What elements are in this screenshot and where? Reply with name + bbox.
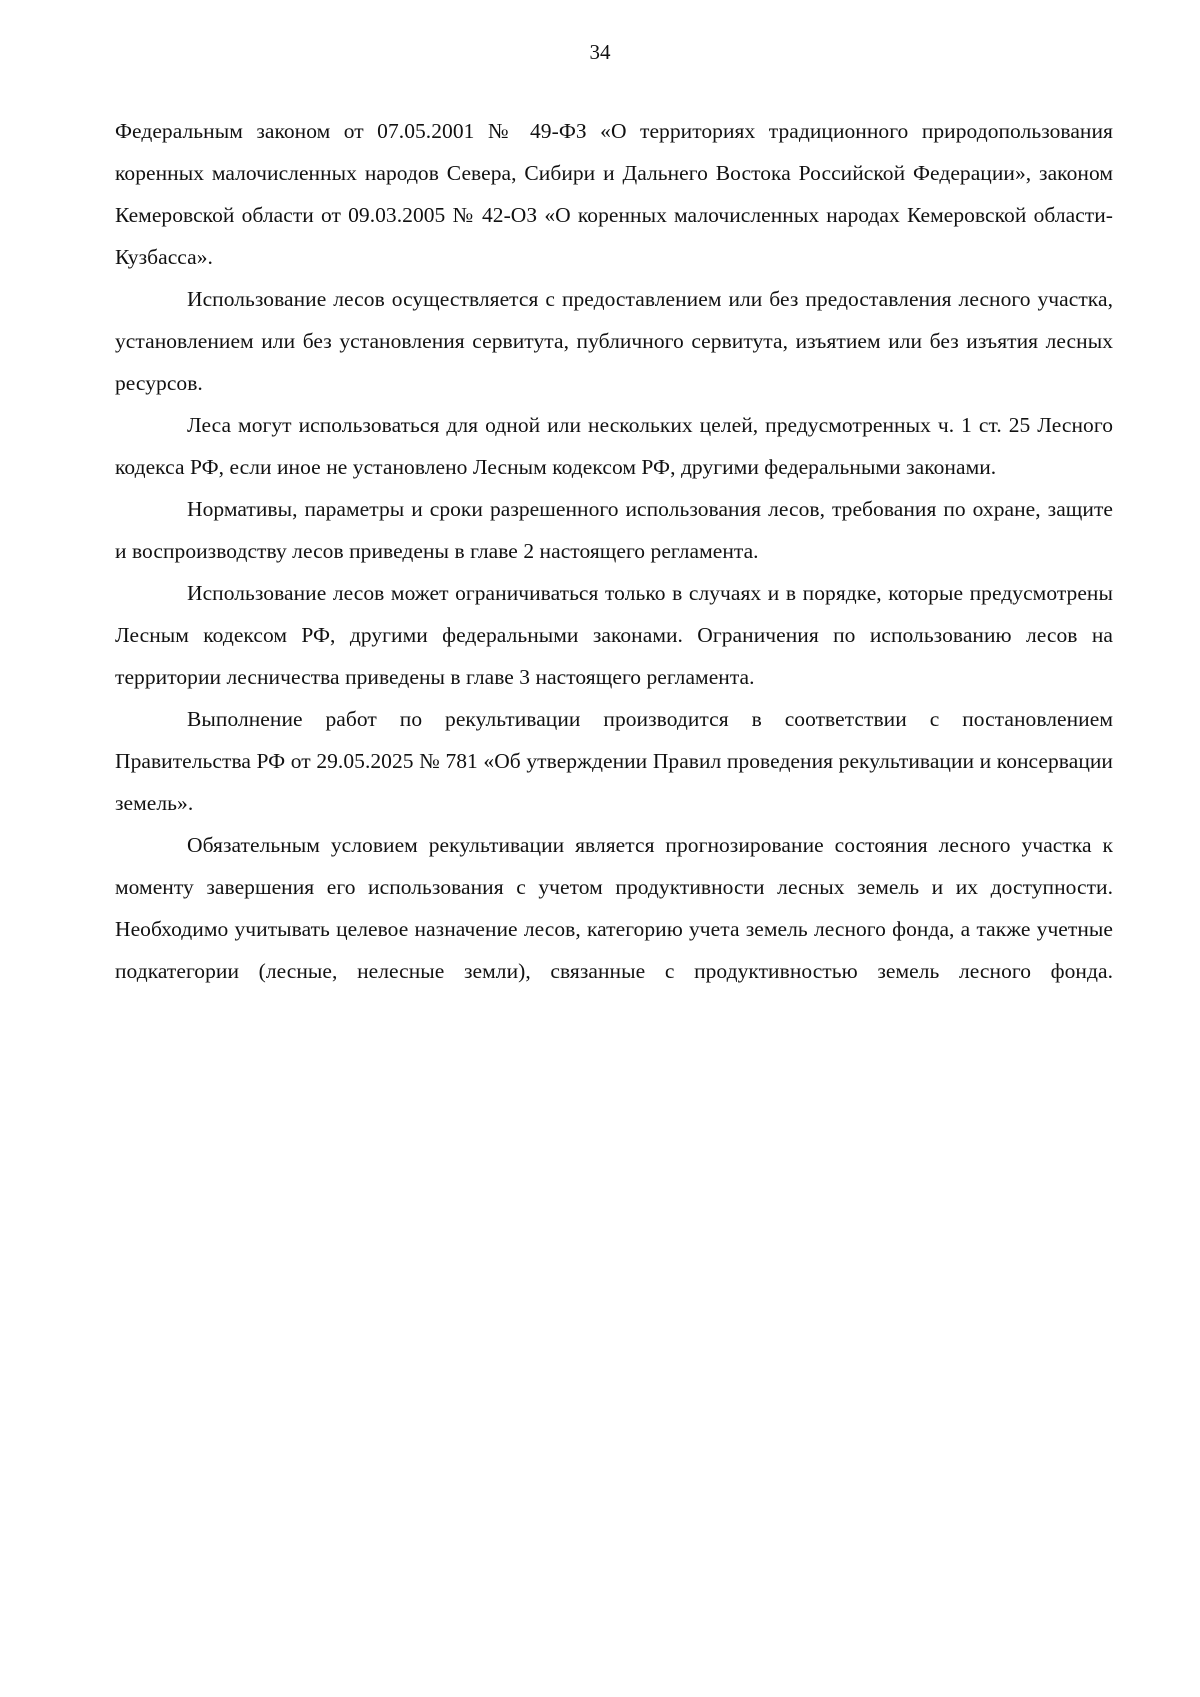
paragraph-forest-use-purposes: Леса могут использоваться для одной или нескольких целей, предусмотренных ч. 1 ст. 25 Лесного кодекса РФ, если иное не установлено Лесным кодексом РФ, другими федеральными законами. — [115, 413, 1113, 479]
paragraph-recultivation-condition: Обязательным условием рекультивации является прогнозирование состояния лесного участка к моменту завершения его использования с учетом продуктивности лесных земель и их доступности. Необходимо учитывать целевое назначение лесов, категорию учета земель лесного фонда, а также учетные подкатегории (лесные, нелесные земли), связанные с продуктивностью земель лесного фонда. — [115, 833, 1113, 983]
page-number: 34 — [589, 40, 611, 64]
document-body — [115, 110, 1113, 992]
paragraph-forest-use-conditions: Использование лесов осуществляется с предоставлением или без предоставления лесного участка, установлением или без установления сервитута, публичного сервитута, изъятием или без изъятия лесных ресурсов. — [115, 287, 1113, 395]
paragraph-recultivation-works: Выполнение работ по рекультивации производится в соответствии с постановлением Правительства РФ от 29.05.2025 № 781 «Об утверждении Правил проведения рекультивации и консервации земель». — [115, 707, 1113, 815]
paragraph-norms-parameters: Нормативы, параметры и сроки разрешенного использования лесов, требования по охране, защите и воспроизводству лесов приведены в главе 2 настоящего регламента. — [115, 497, 1113, 563]
paragraph-use-restrictions: Использование лесов может ограничиваться только в случаях и в порядке, которые предусмотрены Лесным кодексом РФ, другими федеральными законами. Ограничения по использованию лесов на территории лесничества приведены в главе 3 настоящего регламента. — [115, 581, 1113, 689]
paragraph-federal-law-reference: Федеральным законом от 07.05.2001 № 49-ФЗ «О территориях традиционного природопользования коренных малочисленных народов Севера, Сибири и Дальнего Востока Российской Федерации», законом Кемеровской области от 09.03.2005 № 42-ОЗ «О коренных малочисленных народах Кемеровской области-Кузбасса». — [115, 119, 1113, 269]
